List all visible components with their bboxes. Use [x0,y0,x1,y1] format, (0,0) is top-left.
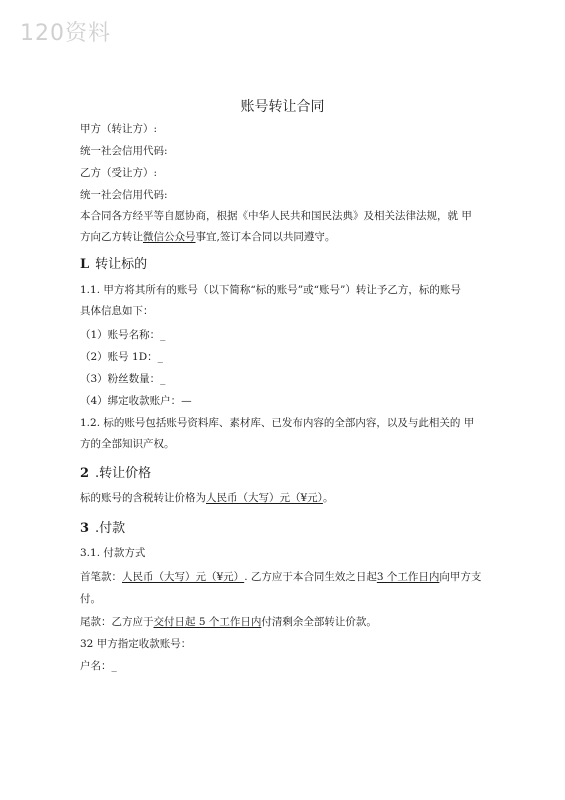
party-a-credit-code: 统一社会信用代码: [80,145,168,157]
section-number: 2 [80,466,90,481]
clause-1-2-line1: 1.2. 标的账号包括账号资料库、素材库、已发布内容的全部内容，以及与此相关的 甲 [80,417,475,429]
intro-text: 方向乙方转让 [80,231,143,243]
account-name-line: 户名：_ [80,660,117,672]
party-b-credit-code: 统一社会信用代码: [80,189,168,201]
section-heading-2 [80,462,151,481]
clause-3-2: 32 甲方指定收款账号： [80,638,192,650]
clause-1-1-line2: 具体信息如下： [80,305,154,317]
price-amount-underlined: 人民币（大写）元（¥元） [206,492,323,504]
list-item-account-name: （1）账号名称：_ [80,329,166,341]
section-title: .付款 [95,521,126,536]
final-payment-deadline-underlined: 交付日起 5 个工作日内 [153,616,262,628]
intro-paragraph-line1: 本合同各方经平等自愿协商，根据《中华人民共和国民法典》及相关法律法规，就 甲 [80,210,472,222]
first-payment-line1 [80,570,481,584]
clause-1-1-line1: 1.1. 甲方将其所有的账号（以下简称“标的账号”或“账号”）转让予乙方，标的账号 [80,284,461,296]
first-payment-text-end: 向甲方支 [439,571,482,583]
clause-1-2-line2: 方的全部知识产权。 [80,438,175,450]
first-payment-line2: 付。 [80,593,101,605]
party-a-label: 甲方（转让方）: [80,123,158,135]
watermark-text: 120资料 [20,21,111,46]
list-item-account-id: （2）账号 1D：_ [80,351,163,363]
list-item-payment-account: （4）绑定收款账户：— [80,395,192,407]
price-text: 标的账号的含税转让价格为 [80,492,206,504]
section-heading-1 [80,253,147,272]
section-title: 转让标的 [95,257,148,272]
party-b-label: 乙方（受让方）: [80,167,158,179]
document-title: 账号转让合同 [240,99,325,115]
final-payment-line [80,615,377,629]
section-heading-3 [80,517,125,536]
list-item-follower-count: （3）粉丝数量：_ [80,373,166,385]
first-payment-text: . 乙方应于本合同生效之日起 [244,571,377,583]
first-payment-amount-underlined: 人民币（大写）元（¥元） [122,571,245,583]
first-payment-deadline-underlined: 3 个工作日内 [376,571,440,583]
price-line [80,491,333,505]
intro-paragraph-line2 [80,230,335,244]
final-payment-label: 尾款：乙方应于 [80,616,154,628]
section-title: .转让价格 [95,466,152,481]
final-payment-text: 付清剩余全部转让价款。 [261,616,377,628]
intro-text-end: 事宜,签订本合同以共同遵守。 [195,231,336,243]
first-payment-label: 首笔款： [80,571,122,583]
price-text-end: 。 [322,492,334,504]
section-number: 3 [80,521,90,536]
intro-underlined-account-type: 微信公众号 [143,231,196,243]
clause-3-1: 3.1. 付款方式 [80,547,146,559]
section-number: L [80,257,90,272]
